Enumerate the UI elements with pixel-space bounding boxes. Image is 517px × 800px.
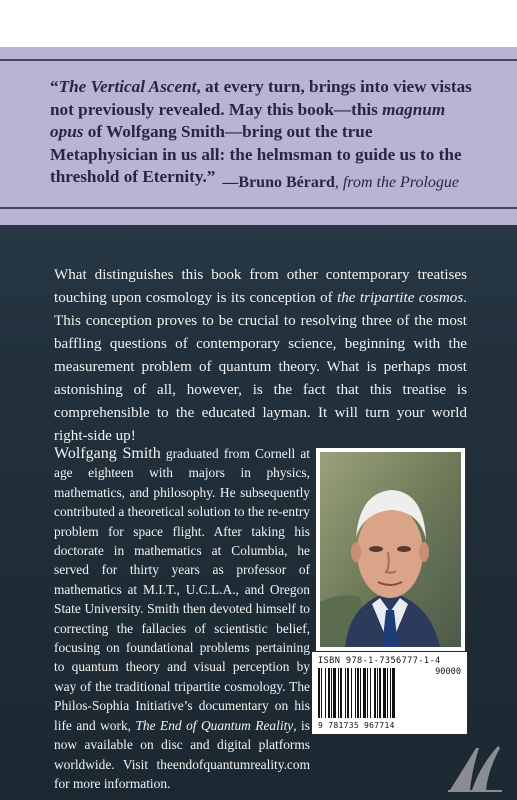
barcode-bar [338,668,339,718]
barcode-bar [377,668,378,718]
quote-book-title: The Vertical Ascent [58,77,197,96]
barcode-bar [318,668,320,718]
top-white-band [0,0,517,47]
barcode-bar [331,668,332,718]
barcode-bar [340,668,342,718]
attribution-name: —Bruno Bérard [222,174,335,191]
barcode-bars [318,668,422,718]
barcode-bar [325,668,326,718]
quote-panel-bottom-rule [0,207,517,209]
barcode-bar [367,668,368,718]
quote-magnum-opus: magnum opus [50,99,446,142]
quote-panel-top-rule [0,59,517,61]
barcode-bar [357,668,359,718]
attribution-source: , from the Prologue [334,174,459,191]
barcode-bar [321,668,322,718]
author-photo [316,448,465,651]
price-code: 90000 [435,667,461,677]
barcode-bar [360,668,361,718]
barcode-bar [333,668,336,718]
barcode-bar [392,668,395,718]
barcode-bar [383,668,386,718]
isbn-barcode [312,652,467,734]
barcode-bar [390,668,391,718]
barcode-bar [355,668,356,718]
quote-panel [0,47,517,225]
barcode-bar [374,668,376,718]
barcode-bar [347,668,349,718]
barcode-bar [363,668,366,718]
isbn-label: ISBN 978-1-7356777-1-4 [318,656,441,666]
author-bio: Wolfgang Smith graduated from Cornell at age eighteen with majors in physics, mathematics, and philosophy. He subsequently contributed a theoretical solution to the re-entry problem for space flight. After taking his doctorate in mathematics at Columbia, he served for thirty years as professor of mathematics at M.I.T., U.C.L.A., and Oregon State University. Smith then devoted himself to correcting the fallacies of scientistic belief, focusing on foundational problems pertaining to quantum theory and visual perception by way of the traditional tripartite cosmology. The Philos-Sophia Initiative’s documentary on his life and work, The End of Quantum Reality, is now available on disc and digital platforms worldwide. Visit theendofquantumreality.com for more information. [54,445,310,791]
documentary-title: The End of Quantum Reality [135,717,294,733]
barcode-bar [345,668,346,718]
barcode-bar [379,668,381,718]
barcode-bar [351,668,352,718]
endorsement-quote: “The Vertical Ascent, at every turn, brings into view vistas not previously revealed. May this book—this magnum opus of Wolfgang Smith—bring out the true Metaphysician in us all: the helmsman to guide us to the threshold of Eternity.” [50,77,472,187]
barcode-bar [370,668,371,718]
barcode-bar [328,668,330,718]
tripartite-cosmos-phrase: the tripartite cosmos [337,290,464,306]
book-description: What distinguishes this book from other contemporary treatises touching upon cosmology is its conception of the tripartite cosmos. This conception proves to be crucial to resolving three of the most baffling questions of contemporary science, beginning with the measurement problem of quantum theory. What is perhaps most astonishing of all, however, is the fact that this treatise is comprehensible to the educated layman. It will turn your world right-side up! [54,267,467,444]
author-portrait-image [320,452,461,647]
barcode-digits: 9 781735 967714 [318,721,395,730]
author-name: Wolfgang Smith [54,445,161,462]
quote-attribution [222,174,459,192]
barcode-bar [387,668,388,718]
publisher-logo-icon [446,740,504,794]
